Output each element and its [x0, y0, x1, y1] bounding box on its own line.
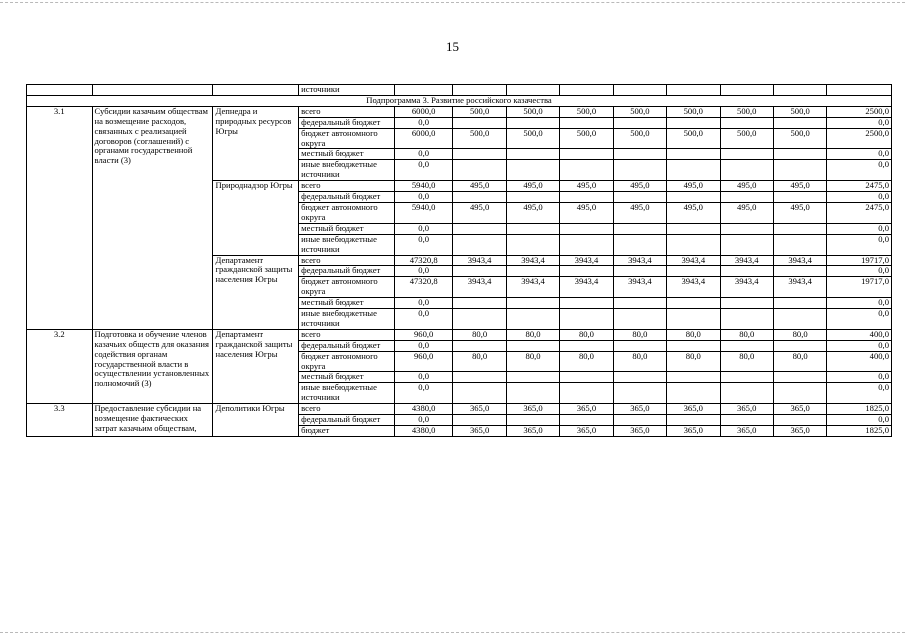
- year-amount-cell: [613, 149, 666, 160]
- year-amount-cell: 80,0: [773, 329, 826, 340]
- year-amount-cell: 365,0: [560, 404, 613, 415]
- funding-source-cell: местный бюджет: [299, 223, 395, 234]
- period-amount-cell: 0,0: [827, 234, 892, 255]
- year-amount-cell: 365,0: [560, 426, 613, 437]
- year-amount-cell: 495,0: [453, 202, 506, 223]
- year-amount-cell: [720, 372, 773, 383]
- year-amount-cell: 500,0: [506, 106, 559, 117]
- funding-source-cell: бюджет: [299, 426, 395, 437]
- year-amount-cell: [773, 309, 826, 330]
- responsible-executor-cell: Деполитики Югры: [213, 404, 299, 437]
- year-amount-cell: [453, 149, 506, 160]
- year-amount-cell: [560, 149, 613, 160]
- year-amount-cell: [773, 266, 826, 277]
- year-amount-cell: 3943,4: [667, 277, 720, 298]
- total-amount-cell: 6000,0: [394, 128, 452, 149]
- funding-source-cell: всего: [299, 106, 395, 117]
- year-amount-cell: [560, 223, 613, 234]
- period-amount-cell: 2500,0: [827, 128, 892, 149]
- year-amount-cell: [613, 192, 666, 203]
- total-amount-cell: 4380,0: [394, 426, 452, 437]
- year-amount-cell: 80,0: [506, 351, 559, 372]
- year-amount-cell: [613, 372, 666, 383]
- period-amount-cell: 2475,0: [827, 202, 892, 223]
- year-amount-cell: 500,0: [667, 128, 720, 149]
- year-amount-cell: [506, 117, 559, 128]
- year-amount-cell: 495,0: [667, 181, 720, 192]
- year-amount-cell: [453, 266, 506, 277]
- year-amount-cell: [560, 117, 613, 128]
- year-amount-cell: [773, 149, 826, 160]
- year-amount-cell: 3943,4: [506, 277, 559, 298]
- year-amount-cell: [560, 160, 613, 181]
- period-amount-cell: 0,0: [827, 149, 892, 160]
- year-amount-cell: 3943,4: [667, 255, 720, 266]
- year-amount-cell: [720, 340, 773, 351]
- year-amount-cell: 80,0: [773, 351, 826, 372]
- year-amount-cell: [720, 223, 773, 234]
- empty-cell: [394, 85, 452, 96]
- year-amount-cell: [453, 383, 506, 404]
- year-amount-cell: [720, 234, 773, 255]
- total-amount-cell: 0,0: [394, 117, 452, 128]
- year-amount-cell: [720, 415, 773, 426]
- activity-code-cell: 3.2: [27, 329, 93, 403]
- year-amount-cell: 495,0: [506, 181, 559, 192]
- year-amount-cell: [506, 340, 559, 351]
- year-amount-cell: [613, 266, 666, 277]
- year-amount-cell: 80,0: [720, 351, 773, 372]
- total-amount-cell: 47320,8: [394, 255, 452, 266]
- scan-edge-bottom: [0, 632, 905, 633]
- year-amount-cell: [453, 117, 506, 128]
- year-amount-cell: [720, 298, 773, 309]
- year-amount-cell: 3943,4: [613, 277, 666, 298]
- year-amount-cell: 500,0: [613, 128, 666, 149]
- year-amount-cell: [453, 223, 506, 234]
- funding-source-cell: иные внебюджетные источники: [299, 383, 395, 404]
- activity-code-cell: 3.3: [27, 404, 93, 437]
- year-amount-cell: [773, 192, 826, 203]
- period-amount-cell: 0,0: [827, 298, 892, 309]
- year-amount-cell: [560, 372, 613, 383]
- empty-cell: [720, 85, 773, 96]
- year-amount-cell: [613, 234, 666, 255]
- year-amount-cell: 495,0: [560, 181, 613, 192]
- total-amount-cell: 0,0: [394, 383, 452, 404]
- year-amount-cell: 500,0: [506, 128, 559, 149]
- year-amount-cell: 365,0: [720, 404, 773, 415]
- year-amount-cell: [613, 415, 666, 426]
- year-amount-cell: [453, 160, 506, 181]
- year-amount-cell: 80,0: [506, 329, 559, 340]
- period-amount-cell: 0,0: [827, 415, 892, 426]
- year-amount-cell: 500,0: [773, 106, 826, 117]
- year-amount-cell: 495,0: [667, 202, 720, 223]
- year-amount-cell: [506, 309, 559, 330]
- period-amount-cell: 0,0: [827, 192, 892, 203]
- year-amount-cell: 80,0: [453, 351, 506, 372]
- period-amount-cell: 0,0: [827, 383, 892, 404]
- year-amount-cell: 495,0: [453, 181, 506, 192]
- year-amount-cell: 3943,4: [720, 277, 773, 298]
- period-amount-cell: 0,0: [827, 160, 892, 181]
- activity-name-cell: Предоставление субсидии на возмещение фактических затрат казачьим обществам,: [92, 404, 213, 437]
- year-amount-cell: [560, 234, 613, 255]
- period-amount-cell: 19717,0: [827, 255, 892, 266]
- funding-source-cell: местный бюджет: [299, 298, 395, 309]
- year-amount-cell: [720, 149, 773, 160]
- table-row-leading: [27, 85, 892, 96]
- year-amount-cell: [506, 298, 559, 309]
- total-amount-cell: 6000,0: [394, 106, 452, 117]
- funding-source-cell: иные внебюджетные источники: [299, 160, 395, 181]
- year-amount-cell: [506, 266, 559, 277]
- total-amount-cell: 5940,0: [394, 181, 452, 192]
- year-amount-cell: 3943,4: [453, 277, 506, 298]
- subprogram-row: [27, 95, 892, 106]
- funding-source-cell: бюджет автономного округа: [299, 351, 395, 372]
- total-amount-cell: 4380,0: [394, 404, 452, 415]
- year-amount-cell: [773, 383, 826, 404]
- year-amount-cell: [453, 298, 506, 309]
- year-amount-cell: [773, 298, 826, 309]
- year-amount-cell: 3943,4: [773, 277, 826, 298]
- year-amount-cell: [720, 266, 773, 277]
- year-amount-cell: 500,0: [613, 106, 666, 117]
- year-amount-cell: 3943,4: [560, 255, 613, 266]
- table-row: [27, 106, 892, 117]
- year-amount-cell: [613, 383, 666, 404]
- year-amount-cell: [773, 234, 826, 255]
- table-row: [27, 329, 892, 340]
- year-amount-cell: [720, 117, 773, 128]
- empty-cell: [613, 85, 666, 96]
- total-amount-cell: 0,0: [394, 234, 452, 255]
- year-amount-cell: 365,0: [506, 404, 559, 415]
- year-amount-cell: [506, 372, 559, 383]
- empty-cell: [667, 85, 720, 96]
- year-amount-cell: 80,0: [720, 329, 773, 340]
- year-amount-cell: [773, 223, 826, 234]
- year-amount-cell: 495,0: [773, 202, 826, 223]
- year-amount-cell: 3943,4: [773, 255, 826, 266]
- year-amount-cell: [773, 340, 826, 351]
- source-cell: источники: [299, 85, 395, 96]
- year-amount-cell: [453, 234, 506, 255]
- year-amount-cell: [560, 383, 613, 404]
- year-amount-cell: [453, 415, 506, 426]
- year-amount-cell: 3943,4: [560, 277, 613, 298]
- budget-table-body: [27, 85, 892, 437]
- year-amount-cell: 80,0: [667, 351, 720, 372]
- year-amount-cell: 365,0: [613, 426, 666, 437]
- year-amount-cell: [506, 192, 559, 203]
- budget-table: [26, 84, 892, 437]
- year-amount-cell: 80,0: [560, 329, 613, 340]
- year-amount-cell: 365,0: [720, 426, 773, 437]
- funding-source-cell: бюджет автономного округа: [299, 277, 395, 298]
- period-amount-cell: 0,0: [827, 266, 892, 277]
- total-amount-cell: 960,0: [394, 329, 452, 340]
- year-amount-cell: [720, 192, 773, 203]
- subprogram-title: Подпрограмма 3. Развитие российского казачества: [27, 95, 892, 106]
- year-amount-cell: 365,0: [667, 404, 720, 415]
- year-amount-cell: [613, 223, 666, 234]
- year-amount-cell: 365,0: [506, 426, 559, 437]
- year-amount-cell: 500,0: [720, 106, 773, 117]
- year-amount-cell: 365,0: [667, 426, 720, 437]
- year-amount-cell: 495,0: [506, 202, 559, 223]
- year-amount-cell: 500,0: [773, 128, 826, 149]
- year-amount-cell: 80,0: [560, 351, 613, 372]
- year-amount-cell: 500,0: [720, 128, 773, 149]
- total-amount-cell: 0,0: [394, 266, 452, 277]
- activity-name-cell: Подготовка и обучение членов казачьих обществ для оказания содействия органам государственной власти в осуществлении установленных полномочий (3): [92, 329, 213, 403]
- empty-cell: [213, 85, 299, 96]
- year-amount-cell: 80,0: [613, 351, 666, 372]
- period-amount-cell: 2475,0: [827, 181, 892, 192]
- year-amount-cell: [506, 234, 559, 255]
- year-amount-cell: [560, 298, 613, 309]
- total-amount-cell: 0,0: [394, 309, 452, 330]
- total-amount-cell: 0,0: [394, 192, 452, 203]
- year-amount-cell: [506, 383, 559, 404]
- empty-cell: [453, 85, 506, 96]
- year-amount-cell: [560, 415, 613, 426]
- total-amount-cell: 0,0: [394, 298, 452, 309]
- year-amount-cell: [667, 160, 720, 181]
- period-amount-cell: 2500,0: [827, 106, 892, 117]
- year-amount-cell: [773, 372, 826, 383]
- responsible-executor-cell: Департамент гражданской защиты населения Югры: [213, 255, 299, 329]
- empty-cell: [773, 85, 826, 96]
- year-amount-cell: [667, 149, 720, 160]
- year-amount-cell: [667, 372, 720, 383]
- year-amount-cell: 3943,4: [613, 255, 666, 266]
- activity-code-cell: 3.1: [27, 106, 93, 329]
- year-amount-cell: [506, 160, 559, 181]
- year-amount-cell: 365,0: [773, 404, 826, 415]
- year-amount-cell: 80,0: [453, 329, 506, 340]
- year-amount-cell: 495,0: [613, 202, 666, 223]
- total-amount-cell: 0,0: [394, 415, 452, 426]
- empty-cell: [27, 85, 93, 96]
- period-amount-cell: 400,0: [827, 351, 892, 372]
- page-number: 15: [446, 39, 459, 54]
- responsible-executor-cell: Депнедра и природных ресурсов Югры: [213, 106, 299, 180]
- year-amount-cell: 3943,4: [453, 255, 506, 266]
- year-amount-cell: [506, 415, 559, 426]
- activity-name-cell: Субсидии казачьим обществам на возмещение расходов, связанных с реализацией договоров (соглашений) с органами государственной власти (3): [92, 106, 213, 329]
- total-amount-cell: 960,0: [394, 351, 452, 372]
- year-amount-cell: [613, 160, 666, 181]
- year-amount-cell: 495,0: [773, 181, 826, 192]
- year-amount-cell: [773, 117, 826, 128]
- responsible-executor-cell: Природнадзор Югры: [213, 181, 299, 255]
- year-amount-cell: [667, 298, 720, 309]
- total-amount-cell: 0,0: [394, 340, 452, 351]
- period-amount-cell: 0,0: [827, 372, 892, 383]
- total-amount-cell: 0,0: [394, 372, 452, 383]
- empty-cell: [560, 85, 613, 96]
- year-amount-cell: 500,0: [453, 106, 506, 117]
- year-amount-cell: [453, 192, 506, 203]
- responsible-executor-cell: Департамент гражданской защиты населения Югры: [213, 329, 299, 403]
- year-amount-cell: 365,0: [453, 404, 506, 415]
- funding-source-cell: всего: [299, 255, 395, 266]
- year-amount-cell: [506, 223, 559, 234]
- year-amount-cell: [720, 160, 773, 181]
- year-amount-cell: 3943,4: [506, 255, 559, 266]
- year-amount-cell: 365,0: [453, 426, 506, 437]
- funding-source-cell: местный бюджет: [299, 372, 395, 383]
- year-amount-cell: [613, 309, 666, 330]
- total-amount-cell: 5940,0: [394, 202, 452, 223]
- year-amount-cell: [560, 192, 613, 203]
- total-amount-cell: 0,0: [394, 223, 452, 234]
- funding-source-cell: всего: [299, 329, 395, 340]
- year-amount-cell: [667, 234, 720, 255]
- year-amount-cell: [613, 340, 666, 351]
- period-amount-cell: 0,0: [827, 340, 892, 351]
- period-amount-cell: 0,0: [827, 117, 892, 128]
- year-amount-cell: 495,0: [720, 181, 773, 192]
- year-amount-cell: [667, 340, 720, 351]
- funding-source-cell: федеральный бюджет: [299, 192, 395, 203]
- funding-source-cell: бюджет автономного округа: [299, 128, 395, 149]
- year-amount-cell: [773, 160, 826, 181]
- scan-edge-top: [0, 2, 905, 3]
- year-amount-cell: 495,0: [613, 181, 666, 192]
- year-amount-cell: 3943,4: [720, 255, 773, 266]
- year-amount-cell: 500,0: [560, 106, 613, 117]
- year-amount-cell: [720, 383, 773, 404]
- year-amount-cell: [667, 117, 720, 128]
- year-amount-cell: [667, 223, 720, 234]
- year-amount-cell: 80,0: [613, 329, 666, 340]
- funding-source-cell: местный бюджет: [299, 149, 395, 160]
- year-amount-cell: [453, 340, 506, 351]
- year-amount-cell: [667, 309, 720, 330]
- period-amount-cell: 400,0: [827, 329, 892, 340]
- period-amount-cell: 1825,0: [827, 426, 892, 437]
- year-amount-cell: 500,0: [560, 128, 613, 149]
- year-amount-cell: 495,0: [560, 202, 613, 223]
- year-amount-cell: 500,0: [667, 106, 720, 117]
- total-amount-cell: 47320,8: [394, 277, 452, 298]
- year-amount-cell: 495,0: [720, 202, 773, 223]
- year-amount-cell: [506, 149, 559, 160]
- year-amount-cell: [560, 309, 613, 330]
- period-amount-cell: 19717,0: [827, 277, 892, 298]
- empty-cell: [92, 85, 213, 96]
- funding-source-cell: федеральный бюджет: [299, 266, 395, 277]
- period-amount-cell: 0,0: [827, 223, 892, 234]
- period-amount-cell: 0,0: [827, 309, 892, 330]
- year-amount-cell: 365,0: [613, 404, 666, 415]
- total-amount-cell: 0,0: [394, 160, 452, 181]
- year-amount-cell: [613, 298, 666, 309]
- year-amount-cell: 365,0: [773, 426, 826, 437]
- year-amount-cell: [667, 266, 720, 277]
- period-amount-cell: 1825,0: [827, 404, 892, 415]
- empty-cell: [506, 85, 559, 96]
- total-amount-cell: 0,0: [394, 149, 452, 160]
- funding-source-cell: всего: [299, 181, 395, 192]
- year-amount-cell: [560, 266, 613, 277]
- funding-source-cell: иные внебюджетные источники: [299, 234, 395, 255]
- funding-source-cell: бюджет автономного округа: [299, 202, 395, 223]
- year-amount-cell: [720, 309, 773, 330]
- year-amount-cell: 500,0: [453, 128, 506, 149]
- funding-source-cell: иные внебюджетные источники: [299, 309, 395, 330]
- year-amount-cell: [667, 383, 720, 404]
- table-row: [27, 404, 892, 415]
- year-amount-cell: 80,0: [667, 329, 720, 340]
- funding-source-cell: федеральный бюджет: [299, 340, 395, 351]
- year-amount-cell: [560, 340, 613, 351]
- funding-source-cell: федеральный бюджет: [299, 415, 395, 426]
- year-amount-cell: [613, 117, 666, 128]
- year-amount-cell: [667, 415, 720, 426]
- year-amount-cell: [667, 192, 720, 203]
- empty-cell: [827, 85, 892, 96]
- year-amount-cell: [773, 415, 826, 426]
- year-amount-cell: [453, 372, 506, 383]
- funding-source-cell: всего: [299, 404, 395, 415]
- funding-source-cell: федеральный бюджет: [299, 117, 395, 128]
- year-amount-cell: [453, 309, 506, 330]
